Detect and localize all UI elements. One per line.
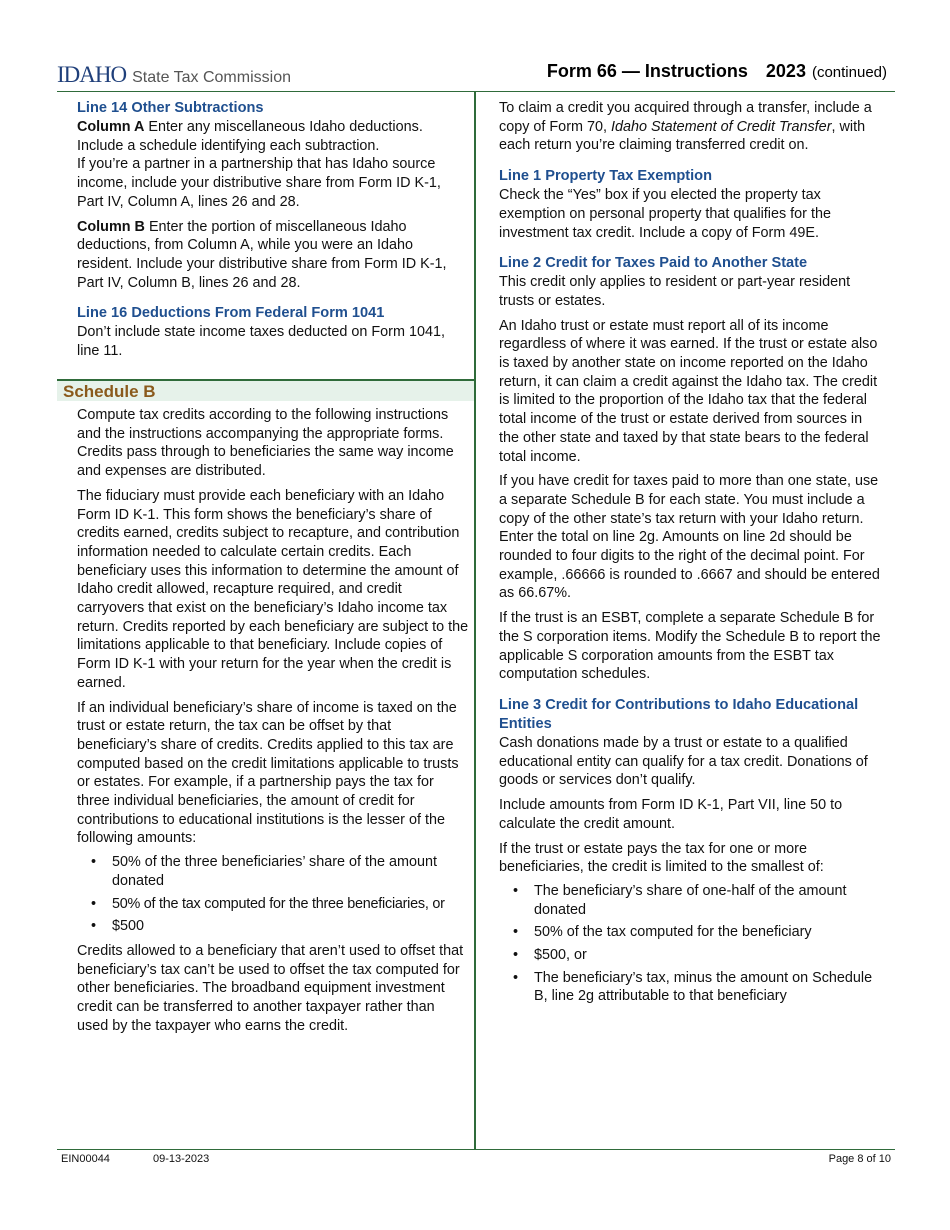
- form-year: 2023: [765, 61, 806, 81]
- form-code: EIN00044: [61, 1153, 110, 1165]
- line14-column-b: [77, 218, 469, 293]
- schedule-b-section: [57, 379, 474, 1034]
- form-70-title: Idaho Statement of Credit Transfer: [610, 118, 832, 135]
- schedule-b-paragraph-2: The fiduciary must provide each beneficiary with an Idaho Form ID K-1. This form shows the beneficiary’s share of credits earned, credits subject to recapture, and contribution information needed to calculate certain credits. Each beneficiary uses this information to determine the amount of Idaho credit allowed, recapture required, and credit carryovers that exist on the beneficiary’s Idaho income tax return. Credits reported by each beneficiary are subject to the limitations applicable to that beneficiary. Include copies of Form ID K-1 with your return for the year when the credit is earned.: [77, 487, 469, 691]
- line1-text: Check the “Yes” box if you elected the property tax exemption on personal property that qualifies for the investment tax credit. Include a copy of Form 49E.: [499, 187, 831, 241]
- transfer-paragraph: [499, 99, 885, 155]
- line3-bullet-list: [499, 882, 885, 1006]
- column-a-label: Column A: [77, 119, 145, 135]
- form-title: Form 66 — Instructions: [546, 61, 748, 81]
- page-header: [57, 58, 895, 92]
- line3-paragraph-2: Include amounts from Form ID K-1, Part VII, line 50 to calculate the credit amount.: [499, 797, 843, 832]
- left-column: [77, 99, 469, 361]
- column-a-text: Enter any miscellaneous Idaho deductions. Include a schedule identifying each subtraction.: [77, 119, 423, 154]
- schedule-b-paragraph-1: Compute tax credits according to the following instructions and the instructions accompanying the appropriate forms. Credits pass through to beneficiaries the same way income and expenses are distributed.: [77, 407, 454, 480]
- line2-paragraph-2: An Idaho trust or estate must report all of its income regardless of where it was earned. If the trust or estate also is taxed by another state on income reported on the Idaho return, it can claim a credit against the Idaho tax. The credit is limited to the proportion of the Idaho tax that the federal total income of the trust or estate derived from sources in the other state and taxed by that state bears to the federal total income.: [499, 317, 878, 465]
- agency-logo: [57, 62, 291, 88]
- column-divider: [474, 92, 476, 1150]
- list-item: • The beneficiary’s tax, minus the amount on Schedule B, line 2g attributable to that beneficiary: [499, 969, 885, 1006]
- document-title: [547, 61, 887, 82]
- right-column: [499, 99, 885, 1010]
- schedule-b-bar: [57, 379, 474, 401]
- column-b-text: Enter the portion of miscellaneous Idaho deductions, from Column A, while you were an Idaho resident. Include your distributive share from Form ID K-1, Part IV, Column B, lines 26 and 28.: [77, 218, 447, 291]
- list-item: • 50% of the tax computed for the three beneficiaries, or: [77, 895, 469, 914]
- line14-partner-text: If you’re a partner in a partnership that has Idaho source income, include your distributive share from Form ID K-1, Part IV, Column A, lines 26 and 28.: [77, 156, 441, 210]
- agency-name: State Tax Commission: [132, 69, 291, 86]
- continued-label: (continued): [811, 64, 887, 81]
- transfer-text-start: To claim a credit you acquired through a transfer, include a copy of Form 70,: [499, 100, 872, 135]
- line14-heading: Line 14 Other Subtractions: [77, 100, 264, 116]
- line2-paragraph-1: This credit only applies to resident or part-year resident trusts or estates.: [499, 274, 851, 309]
- line2-paragraph-4: If the trust is an ESBT, complete a separate Schedule B for the S corporation items. Modify the Schedule B to report the applicable S corporation amounts from the ESBT tax computation schedules.: [499, 610, 881, 683]
- idaho-logo-mark: IDAHO: [57, 62, 127, 87]
- schedule-b-paragraph-3: If an individual beneficiary’s share of income is taxed on the trust or estate return, the tax can be offset by that beneficiary’s share of credits. Credits applied to this tax are computed based on the credit limitations applicable to trusts or estates. For example, if a partnership pays the tax for three individual beneficiaries, the amount of credit for contributions to educational institutions is the lesser of the following amounts:: [77, 699, 459, 847]
- line2-paragraph-3: If you have credit for taxes paid to more than one state, use a separate Schedule B for each state. You must include a copy of the other state’s tax return with your Idaho return. Enter the total on line 2g. Amounts on line 2d should be rounded to four digits to the right of the decimal point. For example, .66666 is rounded to .6667 and should be entered as 66.67%.: [499, 473, 880, 602]
- schedule-b-bullet-list: [77, 853, 469, 936]
- line1-heading: Line 1 Property Tax Exemption: [499, 168, 713, 185]
- page-number: Page 8 of 10: [828, 1153, 891, 1165]
- line16-heading: Line 16 Deductions From Federal Form 1041: [77, 305, 385, 322]
- schedule-b-paragraph-4: Credits allowed to a beneficiary that aren’t used to offset that beneficiary’s tax can’t be used to offset the tax computed for other beneficiaries. The broadband equipment investment credit can be transferred to another taxpayer rather than used by the taxpayer who earns the credit.: [77, 942, 464, 1034]
- list-item: • The beneficiary’s share of one-half of the amount donated: [499, 882, 885, 919]
- line2-heading: Line 2 Credit for Taxes Paid to Another State: [499, 255, 808, 272]
- line16-text: Don’t include state income taxes deducted on Form 1041, line 11.: [77, 324, 445, 360]
- line3-paragraph-3: If the trust or estate pays the tax for one or more beneficiaries, the credit is limited to the smallest of:: [499, 840, 824, 876]
- transfer-text-end: , with each return you’re claiming transferred credit on.: [499, 118, 866, 154]
- line3-paragraph-1: Cash donations made by a trust or estate to a qualified educational entity can qualify for a tax credit. Donations of goods or services don’t qualify.: [499, 734, 868, 789]
- line3-heading: Line 3 Credit for Contributions to Idaho Educational Entities: [499, 696, 859, 732]
- list-item: • $500: [77, 917, 469, 936]
- column-b-label: Column B: [77, 218, 145, 235]
- schedule-b-body: [77, 406, 469, 1036]
- revision-date: 09-13-2023: [153, 1153, 210, 1165]
- list-item: • 50% of the three beneficiaries’ share of the amount donated: [77, 853, 469, 890]
- footer-rule: [57, 1149, 895, 1150]
- list-item: • $500, or: [499, 946, 885, 965]
- schedule-b-title: Schedule B: [63, 382, 156, 401]
- list-item: • 50% of the tax computed for the beneficiary: [499, 923, 885, 942]
- line14-column-a: [77, 118, 469, 155]
